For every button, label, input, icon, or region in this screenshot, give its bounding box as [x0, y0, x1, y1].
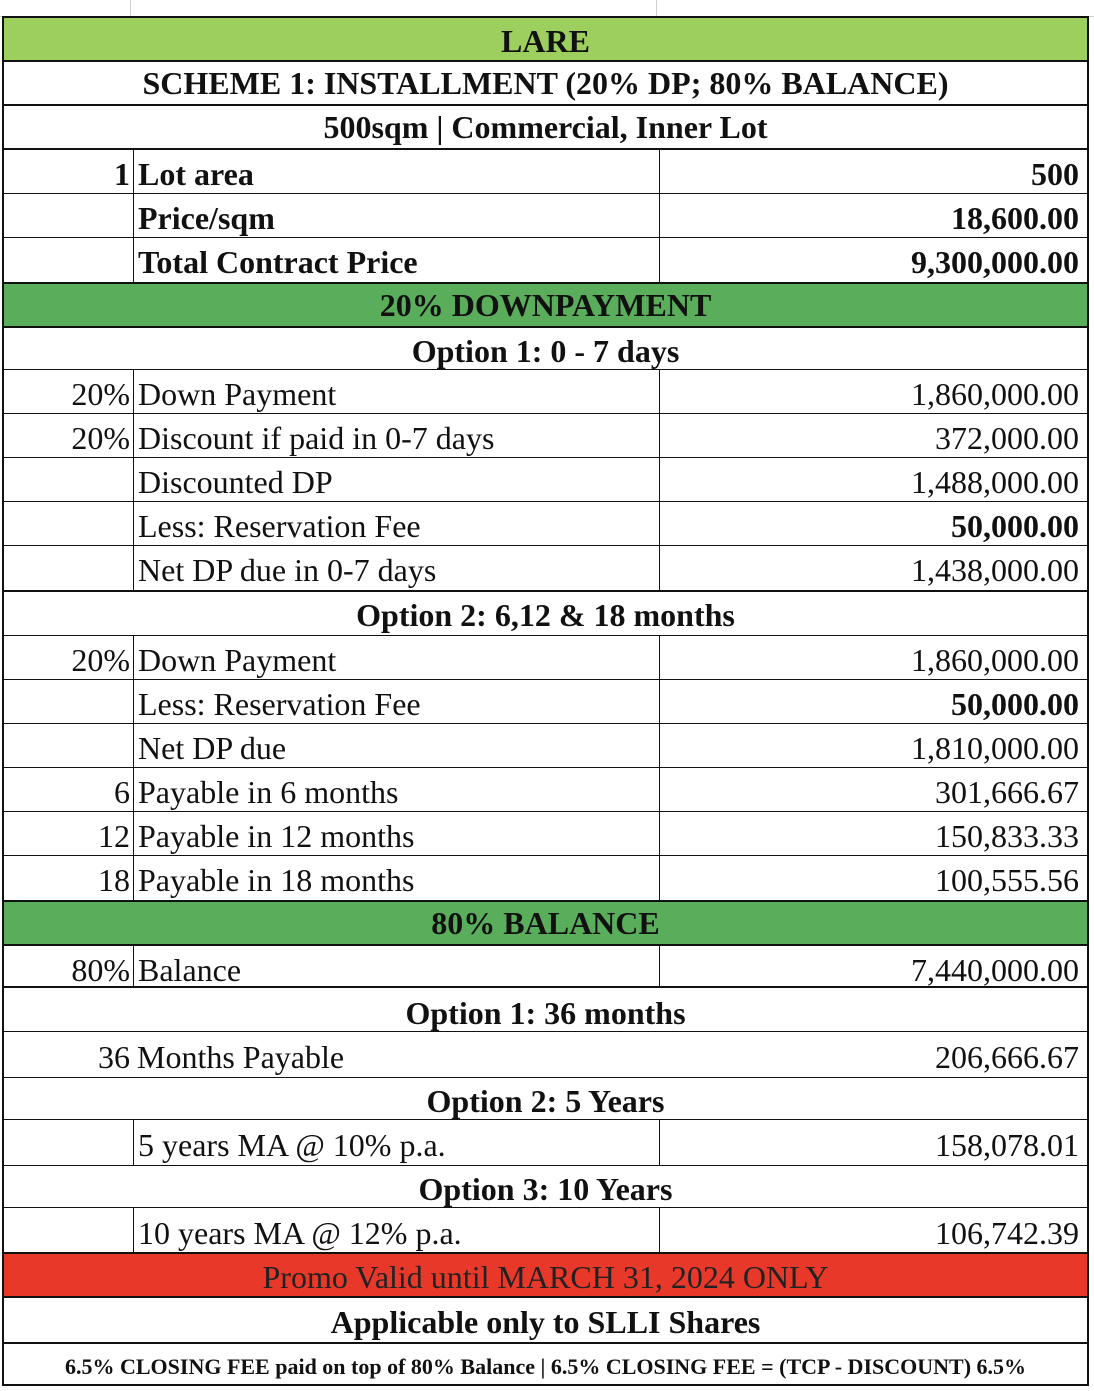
table-row — [2, 724, 1089, 768]
applicable-text: Applicable only to SLLI Shares — [330, 1304, 761, 1340]
row-label: Net DP due in 0-7 days — [138, 552, 437, 588]
spreadsheet-grid — [0, 0, 1094, 17]
table-row — [2, 1208, 1089, 1252]
row-value: 372,000.00 — [935, 420, 1079, 456]
row-number: 20% — [71, 420, 130, 456]
row-label: Months Payable — [137, 1039, 345, 1075]
row-number: 6 — [114, 774, 130, 810]
lot-area-row — [2, 150, 1089, 194]
table-row — [2, 1120, 1089, 1166]
bal-option3-title-row — [2, 1166, 1089, 1208]
sheet-title: LARE — [501, 23, 590, 59]
row-number: 1 — [114, 156, 130, 192]
row-label: Less: Reservation Fee — [138, 508, 421, 544]
row-value: 50,000.00 — [951, 508, 1079, 544]
row-number: 20% — [71, 376, 130, 412]
table-row — [2, 856, 1089, 900]
table-row — [2, 812, 1089, 856]
bal-option2-title-row — [2, 1078, 1089, 1120]
table-row — [2, 370, 1089, 414]
row-label: Payable in 18 months — [138, 862, 415, 898]
row-value: 18,600.00 — [951, 200, 1079, 236]
row-label: Price/sqm — [138, 200, 275, 236]
bal-option2-title: Option 2: 5 Years — [426, 1083, 665, 1119]
scheme-title: SCHEME 1: INSTALLMENT (20% DP; 80% BALANCE) — [142, 65, 949, 101]
row-number: 20% — [71, 642, 130, 678]
closing-fee-row — [2, 1342, 1089, 1386]
lot-description-row — [2, 104, 1089, 150]
row-value: 100,555.56 — [935, 862, 1079, 898]
balance-band — [2, 900, 1089, 944]
scheme-row — [2, 60, 1089, 104]
price-sqm-row — [2, 194, 1089, 238]
lot-description: 500sqm | Commercial, Inner Lot — [323, 109, 768, 145]
row-value: 1,488,000.00 — [911, 464, 1079, 500]
row-value: 9,300,000.00 — [911, 244, 1079, 280]
table-row — [2, 414, 1089, 458]
row-value: 150,833.33 — [935, 818, 1079, 854]
row-number: 12 — [98, 818, 130, 854]
row-value: 1,438,000.00 — [911, 552, 1079, 588]
row-value: 301,666.67 — [935, 774, 1079, 810]
title-band — [2, 16, 1089, 60]
bal-option1-title-row — [2, 988, 1089, 1032]
row-label: Discounted DP — [138, 464, 333, 500]
downpayment-heading: 20% DOWNPAYMENT — [379, 287, 712, 323]
row-label: 10 years MA @ 12% p.a. — [138, 1215, 462, 1251]
row-number: 18 — [98, 862, 130, 898]
row-value: 158,078.01 — [935, 1127, 1079, 1163]
balance-heading: 80% BALANCE — [431, 905, 660, 941]
row-label: Less: Reservation Fee — [138, 686, 421, 722]
dp-option2-title: Option 2: 6,12 & 18 months — [356, 597, 735, 633]
row-label: 5 years MA @ 10% p.a. — [138, 1127, 446, 1163]
row-number: 80% — [71, 952, 130, 988]
row-value: 500 — [1031, 156, 1079, 192]
bal-option1-title: Option 1: 36 months — [405, 995, 686, 1031]
dp-option1-title-row — [2, 326, 1089, 370]
row-label: Payable in 6 months — [138, 774, 399, 810]
row-label: Payable in 12 months — [138, 818, 415, 854]
promo-band — [2, 1252, 1089, 1296]
promo-text: Promo Valid until MARCH 31, 2024 ONLY — [262, 1259, 829, 1295]
table-row — [2, 502, 1089, 546]
table-row — [2, 1032, 1089, 1078]
table-row — [2, 636, 1089, 680]
table-row — [2, 458, 1089, 502]
dp-option1-title: Option 1: 0 - 7 days — [411, 333, 680, 369]
row-label: Lot area — [138, 156, 254, 192]
row-value: 206,666.67 — [935, 1039, 1079, 1075]
row-label: Discount if paid in 0-7 days — [138, 420, 495, 456]
dp-option2-title-row — [2, 590, 1089, 636]
table-row — [2, 768, 1089, 812]
row-label: Net DP due — [138, 730, 287, 766]
tcp-row — [2, 238, 1089, 282]
closing-fee-text: 6.5% CLOSING FEE paid on top of 80% Balance | 6.5% CLOSING FEE = (TCP - DISCOUNT) 6.5% — [64, 1354, 1027, 1379]
row-value: 7,440,000.00 — [911, 952, 1079, 988]
downpayment-band — [2, 282, 1089, 326]
row-number: 36 — [98, 1039, 130, 1075]
row-label: Balance — [138, 952, 242, 988]
bal-option3-title: Option 3: 10 Years — [418, 1171, 673, 1207]
row-label: Total Contract Price — [138, 244, 418, 280]
row-label: Down Payment — [138, 642, 337, 678]
row-value: 106,742.39 — [935, 1215, 1079, 1251]
row-value: 1,860,000.00 — [911, 376, 1079, 412]
balance-row — [2, 944, 1089, 988]
row-label: Down Payment — [138, 376, 337, 412]
table-row — [2, 680, 1089, 724]
row-value: 50,000.00 — [951, 686, 1079, 722]
row-value: 1,860,000.00 — [911, 642, 1079, 678]
table-row — [2, 546, 1089, 590]
applicable-row — [2, 1296, 1089, 1342]
row-value: 1,810,000.00 — [911, 730, 1079, 766]
